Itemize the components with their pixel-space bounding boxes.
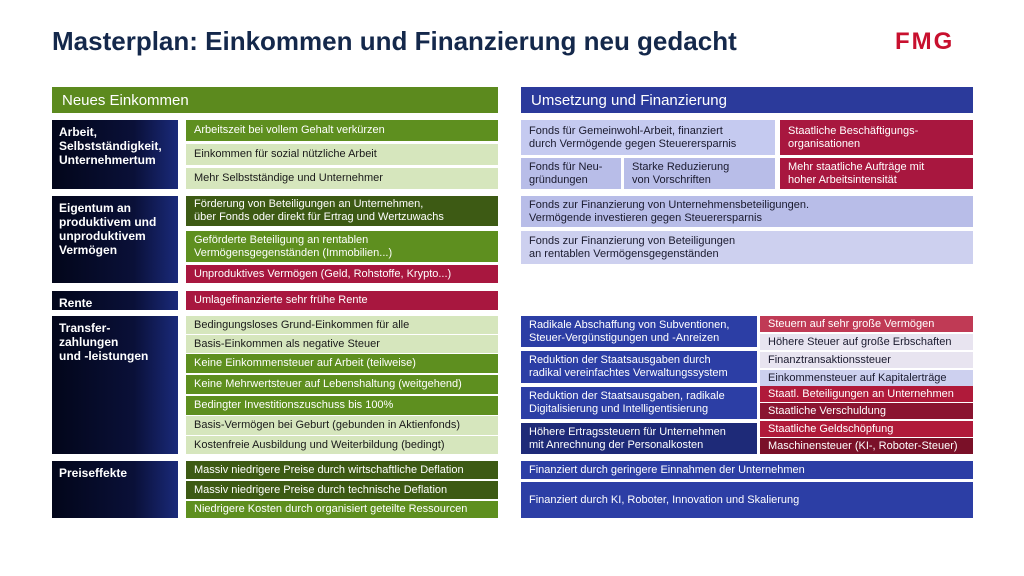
finance-item: Fonds für Neu- gründungen — [521, 158, 621, 189]
income-item: Förderung von Beteiligungen an Unternehmen, über Fonds oder direkt für Ertrag und Wertzuwachs — [186, 196, 498, 226]
finance-item: Steuern auf sehr große Vermögen — [760, 316, 973, 332]
category-box: Preiseffekte — [52, 461, 178, 518]
income-item: Geförderte Beteiligung an rentablen Vermögensgegenständen (Immobilien...) — [186, 231, 498, 262]
finance-item: Radikale Abschaffung von Subventionen, Steuer-Vergünstigungen und -Anreizen — [521, 316, 757, 347]
income-item: Arbeitszeit bei vollem Gehalt verkürzen — [186, 120, 498, 141]
finance-item: Höhere Ertragssteuern für Unternehmen mit Anrechnung der Personalkosten — [521, 423, 757, 454]
section-header-neues-einkommen: Neues Einkommen — [52, 87, 498, 113]
income-item: Basis-Einkommen als negative Steuer — [186, 335, 498, 353]
category-box: Rente — [52, 291, 178, 310]
category-box: Transfer- zahlungen und -leistungen — [52, 316, 178, 454]
finance-item: Staatliche Verschuldung — [760, 403, 973, 419]
finance-item: Starke Reduzierung von Vorschriften — [624, 158, 775, 189]
category-box: Eigentum an produktivem und unproduktivem Vermögen — [52, 196, 178, 283]
category-box: Arbeit, Selbstständigkeit, Unternehmertum — [52, 120, 178, 189]
income-item: Basis-Vermögen bei Geburt (gebunden in Aktienfonds) — [186, 416, 498, 435]
finance-item: Fonds für Gemeinwohl-Arbeit, finanziert durch Vermögende gegen Steuerersparnis — [521, 120, 775, 155]
income-item: Kostenfreie Ausbildung und Weiterbildung (bedingt) — [186, 436, 498, 454]
finance-item: Finanziert durch KI, Roboter, Innovation und Skalierung — [521, 482, 973, 518]
finance-item: Finanztransaktionssteuer — [760, 352, 973, 368]
income-item: Einkommen für sozial nützliche Arbeit — [186, 144, 498, 165]
finance-item: Fonds zur Finanzierung von Beteiligungen an rentablen Vermögensgegenständen — [521, 231, 973, 264]
income-item: Bedingter Investitionszuschuss bis 100% — [186, 396, 498, 415]
income-item: Unproduktives Vermögen (Geld, Rohstoffe, Krypto...) — [186, 265, 498, 283]
income-item: Keine Einkommensteuer auf Arbeit (teilweise) — [186, 354, 498, 373]
finance-item: Mehr staatliche Aufträge mit hoher Arbeitsintensität — [780, 158, 973, 189]
income-item: Massiv niedrigere Preise durch wirtschaftliche Deflation — [186, 461, 498, 479]
income-item: Niedrigere Kosten durch organisiert geteilte Ressourcen — [186, 501, 498, 518]
finance-item: Staatliche Beschäftigungs- organisationen — [780, 120, 973, 155]
page-title: Masterplan: Einkommen und Finanzierung neu gedacht — [52, 26, 737, 56]
income-item: Umlagefinanzierte sehr frühe Rente — [186, 291, 498, 310]
income-item: Keine Mehrwertsteuer auf Lebenshaltung (weitgehend) — [186, 375, 498, 394]
finance-item: Maschinensteuer (KI-, Roboter-Steuer) — [760, 438, 973, 454]
finance-item: Einkommensteuer auf Kapitalerträge — [760, 370, 973, 386]
fmg-logo: FMG — [895, 28, 955, 55]
finance-item: Staatliche Geldschöpfung — [760, 421, 973, 437]
finance-item: Reduktion der Staatsausgaben durch radikal vereinfachtes Verwaltungssystem — [521, 351, 757, 383]
income-item: Massiv niedrigere Preise durch technische Deflation — [186, 481, 498, 499]
finance-item: Staatl. Beteiligungen an Unternehmen — [760, 386, 973, 402]
section-header-umsetzung: Umsetzung und Finanzierung — [521, 87, 973, 113]
finance-item: Fonds zur Finanzierung von Unternehmensbeteiligungen. Vermögende investieren gegen Steuerersparnis — [521, 196, 973, 227]
income-item: Mehr Selbstständige und Unternehmer — [186, 168, 498, 189]
finance-item: Finanziert durch geringere Einnahmen der Unternehmen — [521, 461, 973, 479]
finance-item: Reduktion der Staatsausgaben, radikale Digitalisierung und Intelligentisierung — [521, 387, 757, 419]
income-item: Bedingungsloses Grund-Einkommen für alle — [186, 316, 498, 334]
finance-item: Höhere Steuer auf große Erbschaften — [760, 334, 973, 350]
